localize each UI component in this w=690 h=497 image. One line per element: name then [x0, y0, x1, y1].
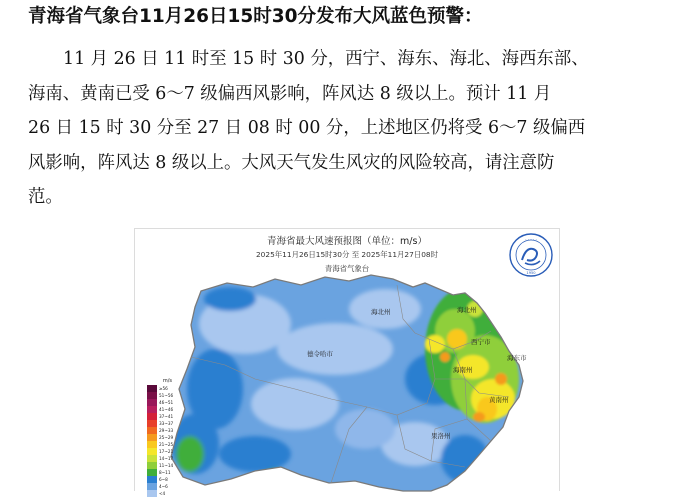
city-label-huangnan: 黄南州	[489, 396, 509, 404]
body-line-2: 海南、黄南已受 6～7 级偏西风影响，阵风达 8 级以上。预计 11 月	[28, 83, 552, 104]
legend-swatch	[147, 483, 157, 490]
body-line-1: 11 月 26 日 11 时至 15 时 30 分，西宁、海东、海北、海西东部、	[63, 49, 589, 69]
legend-label: 25~29	[159, 435, 174, 440]
legend-label: 8~11	[159, 470, 171, 475]
legend-row	[147, 413, 175, 420]
warning-body	[28, 42, 664, 215]
map-forecast-period: 2025年11月26日15时30分 至 2025年11月27日08时	[255, 250, 439, 259]
legend-label: 14~17	[159, 456, 174, 461]
legend-label: <4	[159, 491, 166, 496]
legend-swatch	[147, 441, 157, 448]
warning-headline: 青海省气象台11月26日15时30分发布大风蓝色预警：	[28, 6, 483, 27]
legend-swatch	[147, 455, 157, 462]
legend-swatch	[147, 434, 157, 441]
legend-swatch	[147, 385, 157, 392]
legend-label: 46~51	[159, 400, 174, 405]
city-label-delingha: 德令哈市	[307, 350, 333, 358]
legend-swatch	[147, 462, 157, 469]
legend-swatch	[147, 476, 157, 483]
city-label-haidong: 海东市	[507, 354, 527, 362]
legend-row	[147, 476, 175, 483]
legend-row	[147, 455, 175, 462]
legend-label: 37~41	[159, 414, 174, 419]
legend-label: 33~37	[159, 421, 174, 426]
body-line-3: 26 日 15 时 30 分至 27 日 08 时 00 分，上述地区仍将受 6～7 级偏西	[28, 118, 586, 139]
body-line-4: 风影响，阵风达 8 级以上。大风天气发生风灾的风险较高，请注意防	[28, 152, 555, 173]
legend-label: 11~14	[159, 463, 174, 468]
legend-swatch	[147, 490, 157, 497]
legend-row	[147, 406, 175, 413]
legend-row	[147, 420, 175, 427]
legend-row	[147, 483, 175, 490]
legend-row	[147, 434, 175, 441]
map-title: 青海省最大风速预报图（单位：m/s）	[267, 236, 427, 247]
legend-label: 41~46	[159, 407, 174, 412]
meteorological-bureau-logo	[509, 233, 553, 277]
city-label-xining-area: 海北州	[457, 306, 477, 314]
legend-label: 6~8	[159, 477, 168, 482]
svg-text:· · · · ·: · · · · ·	[525, 237, 537, 242]
city-label-guoluo: 果洛州	[431, 432, 451, 440]
legend-row	[147, 441, 175, 448]
body-line-5: 范。	[28, 187, 63, 208]
city-label-hainan: 海南州	[453, 366, 473, 374]
legend-row	[147, 427, 175, 434]
legend-swatch	[147, 413, 157, 420]
legend-swatch	[147, 392, 157, 399]
legend-label: 21~25	[159, 442, 174, 447]
city-label-haibei: 海北州	[371, 308, 391, 316]
legend-swatch	[147, 448, 157, 455]
legend-row	[147, 462, 175, 469]
legend-swatch	[147, 420, 157, 427]
legend-row	[147, 469, 175, 476]
city-label-xining: 西宁市	[471, 338, 491, 346]
legend-unit: m/s	[162, 378, 172, 384]
legend-swatch	[147, 427, 157, 434]
legend-row	[147, 392, 175, 399]
svg-text:1950: 1950	[526, 271, 536, 275]
legend-swatch	[147, 406, 157, 413]
wind-forecast-map	[134, 228, 560, 496]
legend-label: 29~33	[159, 428, 174, 433]
legend-label: 51~56	[159, 393, 174, 398]
map-issuer: 青海省气象台	[324, 264, 370, 273]
wind-speed-legend	[147, 377, 175, 497]
legend-label: 17~21	[159, 449, 174, 454]
legend-label: 4~6	[159, 484, 168, 489]
legend-label: ≥56	[159, 386, 168, 391]
legend-row	[147, 385, 175, 392]
legend-swatch	[147, 399, 157, 406]
legend-row	[147, 448, 175, 455]
legend-row	[147, 399, 175, 406]
legend-swatch	[147, 469, 157, 476]
legend-row	[147, 490, 175, 497]
